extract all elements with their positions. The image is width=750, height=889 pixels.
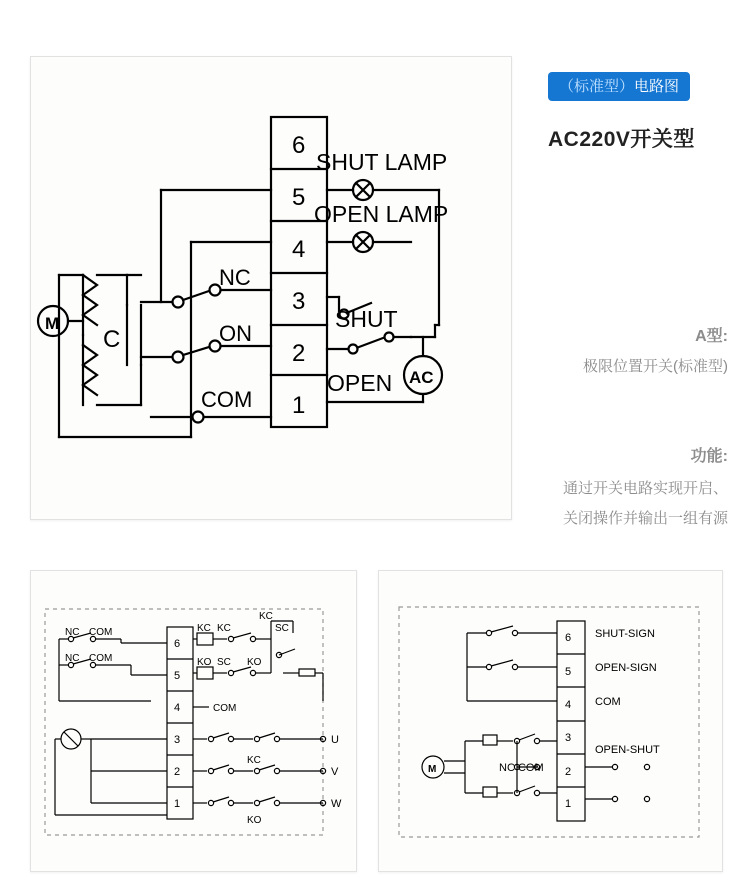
kc-label-phase: KC (247, 755, 261, 766)
terminal-number: 6 (565, 632, 572, 644)
terminal-number: 3 (565, 732, 572, 744)
sc-label-2: SC (275, 623, 289, 634)
motor-label: M (428, 764, 437, 775)
main-circuit-diagram-panel (30, 56, 512, 520)
terminal-number: 1 (565, 798, 572, 810)
terminal-number: 2 (174, 766, 181, 778)
shut-sign-label: SHUT-SIGN (595, 628, 655, 640)
terminal-number: 6 (174, 638, 181, 650)
phase-u-label: U (331, 734, 339, 746)
function-line-2: 关闭操作并输出一组有源 (562, 510, 728, 527)
enclosure-boundary (45, 609, 323, 835)
terminal-number: 2 (292, 340, 306, 367)
com-label-2: COM (89, 653, 113, 664)
nc-com-label: NC COM (499, 762, 544, 774)
on-label: ON (219, 321, 252, 346)
on-terminal-dot (173, 352, 184, 363)
open-lamp-label: OPEN LAMP (314, 201, 449, 227)
relay-coil (197, 633, 213, 645)
signal-output-diagram-panel (378, 570, 723, 872)
main-circuit-diagram-svg (31, 57, 511, 519)
terminal-number: 4 (174, 702, 181, 714)
page-title: AC220V开关型 (548, 128, 695, 151)
ko-label-2: KO (247, 657, 262, 668)
relay-coil (197, 667, 213, 679)
terminal-number: 5 (174, 670, 181, 682)
terminal-number: 3 (292, 288, 306, 315)
phase-v-label: V (331, 766, 339, 778)
phase-w-label: W (331, 798, 342, 810)
shut-label: SHUT (335, 306, 398, 332)
terminal-number: 4 (565, 699, 572, 711)
com-label-1: COM (89, 627, 113, 638)
function-label: 功能: (690, 448, 728, 465)
badge-text: 电路图 (634, 78, 680, 95)
function-description (528, 474, 728, 534)
motor-label: M (45, 314, 60, 333)
terminal-number: 5 (292, 184, 306, 211)
open-sign-label: OPEN-SIGN (595, 662, 657, 674)
open-shut-label: OPEN-SHUT (595, 744, 660, 756)
terminal-number: 1 (292, 392, 306, 419)
ko-label-phase: KO (247, 815, 262, 826)
sc-label-1: SC (217, 657, 231, 668)
terminal-number: 3 (174, 734, 181, 746)
capacitor-label: C (103, 326, 121, 353)
function-line-1: 通过开关电路实现开启、 (562, 480, 728, 497)
terminal-number: 2 (565, 766, 572, 778)
signal-output-diagram-svg (379, 571, 722, 871)
com-terminal-dot (193, 412, 204, 423)
ko-label-1: KO (197, 657, 212, 668)
type-label: A型: (695, 328, 728, 345)
terminal-number: 1 (174, 798, 181, 810)
nc-label: NC (219, 265, 251, 290)
nc-label-1: NC (65, 627, 80, 638)
badge-prefix: （标准型） (559, 78, 635, 95)
kc-label-3: KC (259, 611, 273, 622)
terminal-number: 5 (565, 666, 572, 678)
kc-label-1: KC (197, 623, 211, 634)
shut-lamp-label: SHUT LAMP (316, 149, 448, 175)
nc-terminal-dot (173, 297, 184, 308)
ac-label: AC (409, 368, 434, 387)
type-value: 极限位置开关(标准型) (583, 358, 728, 375)
resistor (299, 669, 315, 676)
three-phase-diagram-svg (31, 571, 356, 871)
com-label: COM (201, 387, 253, 412)
open-label: OPEN (327, 370, 393, 396)
com-label: COM (595, 696, 621, 708)
circuit-diagram-badge (548, 72, 690, 101)
kc-label-2: KC (217, 623, 231, 634)
three-phase-diagram-panel (30, 570, 357, 872)
terminal-number: 6 (292, 132, 306, 159)
terminal-number: 4 (292, 236, 306, 263)
nc-label-2: NC (65, 653, 80, 664)
enclosure-boundary (399, 607, 699, 837)
com-label-mid: COM (213, 703, 237, 714)
